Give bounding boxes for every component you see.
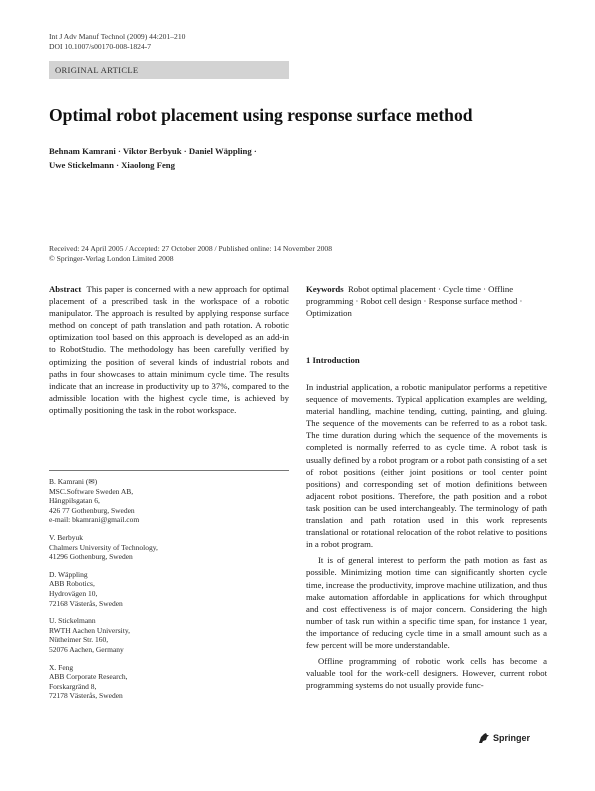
copyright-notice: © Springer-Verlag London Limited 2008 <box>49 254 174 263</box>
publisher-name: Springer <box>493 733 531 743</box>
springer-horse-icon <box>477 731 491 745</box>
affiliation-line: 72168 Västerås, Sweden <box>49 598 123 608</box>
article-type-banner: ORIGINAL ARTICLE <box>49 61 289 79</box>
affiliation-stickelmann <box>49 616 289 654</box>
affiliation-line: Forskargränd 8, <box>49 681 97 691</box>
affiliation-line: MSC.Software Sweden AB, <box>49 486 134 496</box>
affiliation-line: V. Berbyuk <box>49 532 84 542</box>
affiliation-line: Hydrovägen 10, <box>49 588 98 598</box>
author-list <box>49 144 349 172</box>
affiliation-line: 41296 Gothenburg, Sweden <box>49 552 133 562</box>
keywords-label: Keywords <box>306 284 344 294</box>
authors-line-1: Behnam Kamrani · Viktor Berbyuk · Daniel Wäppling · <box>49 146 257 156</box>
paper-title: Optimal robot placement using response surface method <box>49 105 473 125</box>
introduction-body <box>306 381 547 695</box>
authors-line-2: Uwe Stickelmann · Xiaolong Feng <box>49 160 175 170</box>
affiliation-line: 426 77 Gothenburg, Sweden <box>49 505 135 515</box>
affiliation-line: RWTH Aachen University, <box>49 625 130 635</box>
affiliation-feng <box>49 663 289 701</box>
journal-reference: Int J Adv Manuf Technol (2009) 44:201–210 <box>49 32 186 41</box>
affiliation-line: 72178 Västerås, Sweden <box>49 691 123 701</box>
abstract-label: Abstract <box>49 284 82 294</box>
affiliation-line: X. Feng <box>49 662 74 672</box>
affiliation-line: B. Kamrani (✉) <box>49 477 98 486</box>
affiliation-line: 52076 Aachen, Germany <box>49 644 124 654</box>
intro-paragraph-3: Offline programming of robotic work cells has become a valuable tool for the work-cell designers. However, current robot programming systems do not usually provide func- <box>306 656 547 691</box>
affiliation-line: D. Wäppling <box>49 569 88 579</box>
intro-paragraph-2: It is of general interest to perform the path motion as fast as possible. Minimizing motion time can significantly shorten cycle time, increase the productivity, improve machine utilization, and thus make automation affordable in applications for which throughput and cost effectiveness is of major concern. Considering the high number of task run within a specific time span, for instance 1 year, the importance of reducing cycle time in a small amount such as a few percent will be more understandable. <box>306 555 547 650</box>
affiliation-line: Hängpilsgatan 6, <box>49 496 100 506</box>
affiliation-line: ABB Robotics, <box>49 579 95 589</box>
abstract-block <box>49 283 289 416</box>
keywords-block <box>306 283 547 319</box>
publication-dates: Received: 24 April 2005 / Accepted: 27 October 2008 / Published online: 14 November 2008 <box>49 244 333 253</box>
affiliations <box>49 470 289 709</box>
author-email-link[interactable]: e-mail: bkamrani@gmail.com <box>49 515 140 525</box>
intro-paragraph-1: In industrial application, a robotic manipulator performs a repetitive sequence of movements. Typical application examples are welding, material handling, machine tending, cutting, painting, and gluing. The sequence of the movements can be referred to as a robot task. The time duration during which the sequence of the movements is completed is normally referred to as cycle time. A robot task is usually defined by a robot program or a robot path consisting of a set of robot positions (either joint positions or tool center point positions) and corresponding set of motion definitions between adjacent robot positions. Therefore, the path position and a robot task position can be used interchangeably. The terminology of path translation and path rotation used in this work represents translational or rotational relocation of the robot relative to positions in a robot program. <box>306 382 547 550</box>
affiliation-line: ABB Corporate Research, <box>49 672 128 682</box>
affiliation-line: Chalmers University of Technology, <box>49 542 158 552</box>
affiliation-kamrani <box>49 477 289 525</box>
springer-logo <box>477 731 530 745</box>
affiliation-line: U. Stickelmann <box>49 616 96 626</box>
affiliation-berbyuk <box>49 533 289 562</box>
keywords-text: Robot optimal placement · Cycle time · Offline programming · Robot cell design · Response surface method · Optimization <box>306 284 523 319</box>
keywords-paragraph <box>306 283 547 319</box>
section-heading-introduction: 1 Introduction <box>306 355 360 365</box>
affiliation-line: Nütheimer Str. 160, <box>49 635 109 645</box>
abstract-paragraph <box>49 283 289 416</box>
doi: DOI 10.1007/s00170-008-1824-7 <box>49 42 152 51</box>
abstract-text: This paper is concerned with a new approach for optimal placement of a prescribed task in the workspace of a robotic manipulator. The approach is resulted by applying response surface method on concept of path translation and path rotation. A robotic optimization tool based on this approach is developed as an add-in to RobotStudio. The methodology has been carefully verified by optimizing the position of several kinds of industrial robots and paths in four showcases to attain minimum cycle time. The results indicate that an increase in productivity up to 37%, compared to the admissible location with the highest cycle time, is achieved by optimally positioning the task in the robot workspace. <box>49 284 290 415</box>
affiliation-wappling <box>49 570 289 608</box>
